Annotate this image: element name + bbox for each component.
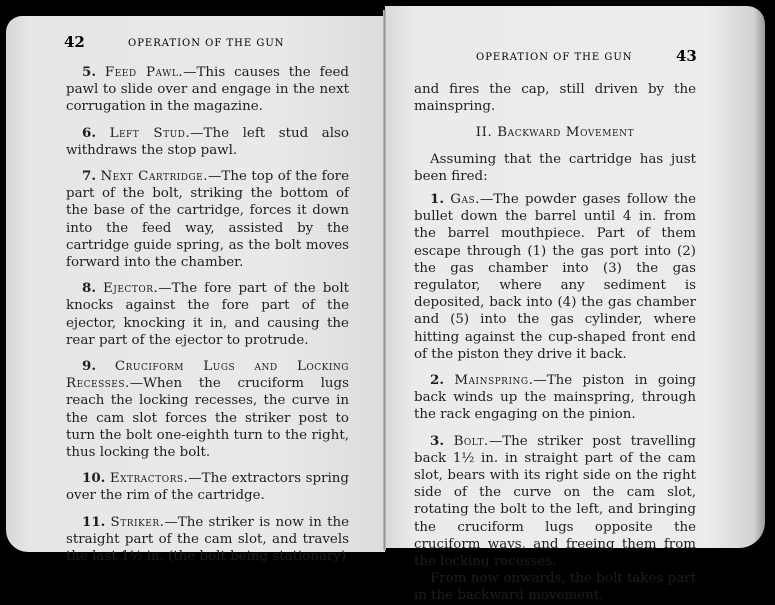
paragraph-heading: Left Stud.	[109, 125, 191, 141]
running-head: OPERATION OF THE GUN	[476, 52, 633, 63]
paragraph-heading: Feed Pawl.	[104, 65, 184, 80]
paragraph-heading: Mainspring.	[454, 373, 534, 389]
paragraph-heading: Striker.	[110, 514, 165, 530]
paragraph: 10. Extractors.—The extractors spring over the rim of the cartridge.	[66, 470, 349, 504]
section-heading: II. Backward Movement	[475, 125, 635, 141]
left-running-header	[64, 33, 354, 54]
paragraph: 11. Striker.—The striker is now in the straight part of the cam slot, and travels the last 1½ in. (the bolt being stationary)	[66, 513, 349, 565]
paragraph: 9. Cruciform Lugs and Locking Recesses.—When the cruciform lugs reach the locking recesses, the curve in the cam slot forces the striker post to turn the bolt one-eighth turn to the right, thus locking the bolt.	[66, 358, 349, 461]
right-running-header	[476, 47, 706, 68]
paragraph-heading: Bolt.	[453, 433, 489, 449]
paragraph: 1. Gas.—The powder gases follow the bullet down the barrel until 4 in. from the barrel mouthpiece. Part of them escape through (1) the gas port into (2) the gas chamber into (3) the gas regulator, where any sediment is deposited, back into (4) the gas chamber and (5) into the gas cylinder, where hitting against the cup-shaped front end of the piston they drive it back.	[414, 191, 696, 362]
paragraph: 3. Bolt.—The striker post travelling back 1½ in. in straight part of the cam slot, bears with its right side on the right side of the curve on the cam slot, rotating the bolt to the left, and bringing the cruciform lugs opposite the cruciform ways, and freeing them from the locking recesses.	[414, 432, 696, 570]
paragraph: 8. Ejector.—The fore part of the bolt knocks against the fore part of the ejector, knocking it in, and causing the rear part of the ejector to protrude.	[66, 280, 349, 348]
closing-text: From now onwards, the bolt takes part in the backward movement.	[414, 571, 696, 604]
page-number: 43	[676, 47, 697, 65]
paragraph: 2. Mainspring.—The piston in going back winds up the mainspring, through the rack engaging on the pinion.	[414, 372, 696, 423]
paragraph: 6. Left Stud.—The left stud also withdraws the stop pawl.	[66, 124, 349, 158]
paragraph-heading: Ejector.	[102, 281, 159, 297]
paragraph-heading: Extractors.	[109, 471, 189, 487]
intro-text: Assuming that the cartridge has just been fired:	[414, 151, 696, 184]
page-number: 42	[64, 33, 85, 51]
paragraph-heading: Gas.	[450, 192, 480, 208]
book-gutter	[383, 10, 386, 550]
left-page-body	[66, 64, 349, 565]
paragraph: 5. Feed Pawl.—This causes the feed pawl to slide over and engage in the next corrugation in the magazine.	[66, 64, 350, 115]
paragraph-heading: Cruciform Lugs and Locking Recesses.	[66, 359, 349, 392]
continuation-text: and fires the cap, still driven by the mainspring.	[414, 82, 696, 115]
paragraph: 7. Next Cartridge.—The top of the fore part of the bolt, striking the bottom of the base of the cartridge, forces it down into the feed way, assisted by the cartridge guide spring, as the bolt moves forward into the chamber.	[66, 168, 349, 271]
running-head: OPERATION OF THE GUN	[128, 38, 285, 49]
paragraph-heading: Next Cartridge.	[100, 169, 209, 185]
right-page-body	[414, 81, 696, 605]
